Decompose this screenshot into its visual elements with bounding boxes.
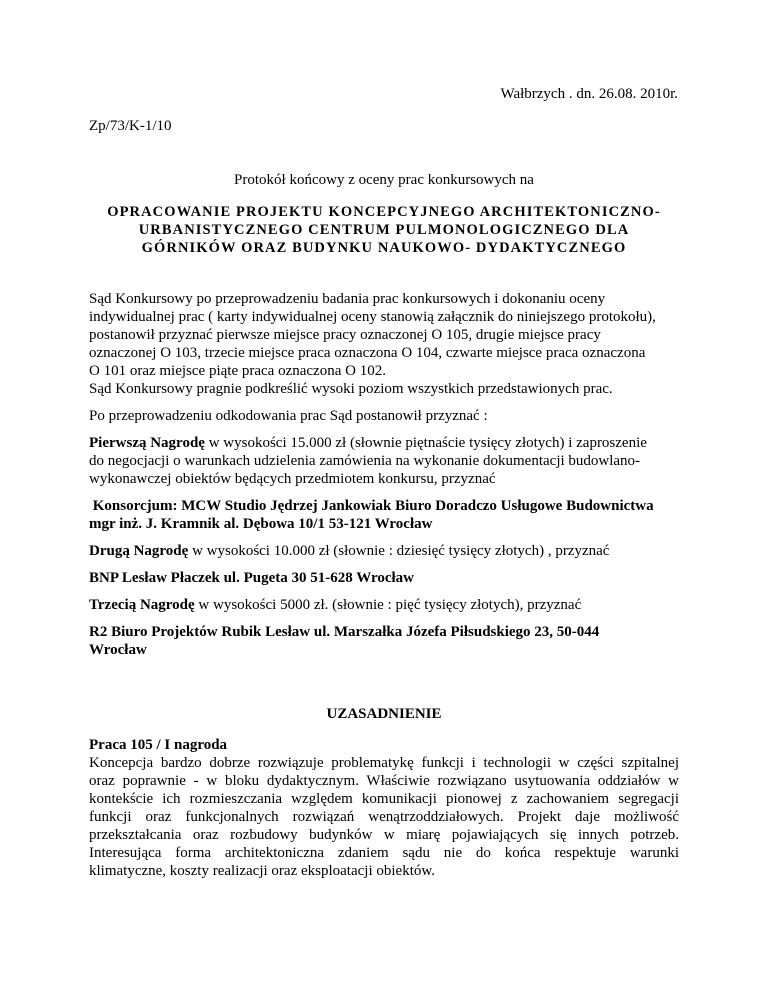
justification-text <box>89 754 679 880</box>
winner-line: R2 Biuro Projektów Rubik Lesław ul. Marszałka Józefa Piłsudskiego 23, 50-044 <box>89 624 600 640</box>
justification-line: funkcji oraz funkcjonalnych rozwiązań wenątrzoddziałowych. Projekt daje możliwość <box>89 809 679 825</box>
justification-line: oraz poprawnie - w bloku dydaktycznym. Właściwie rozwiązano usytuowania oddziałów w <box>89 773 679 789</box>
title-line: URBANISTYCZNEGO CENTRUM PULMONOLOGICZNEGO DLA <box>138 222 630 238</box>
justification-line: Koncepcja bardzo dobrze rozwiązuje problematykę funkcji i technologii w części szpitalnej <box>89 755 679 771</box>
justification-heading: UZASADNIENIE <box>326 706 442 722</box>
justification-work-label: Praca 105 / I nagroda <box>89 737 228 753</box>
second-prize-text: w wysokości 10.000 zł (słownie : dziesięć tysięcy złotych) , przyznać <box>188 543 610 559</box>
third-prize-paragraph <box>89 596 679 614</box>
first-prize-label: Pierwszą Nagrodę <box>89 435 205 451</box>
first-prize-text: w wysokości 15.000 zł (słownie piętnaście tysięcy złotych) i zaproszenie <box>204 435 647 451</box>
place-date: Wałbrzych . dn. 26.08. 2010r. <box>500 86 678 102</box>
reference-number: Zp/73/K-1/10 <box>89 118 172 134</box>
first-prize-winner <box>89 497 679 533</box>
winner-line: Wrocław <box>89 642 147 658</box>
paragraph-quality: Sąd Konkursowy pragnie podkreślić wysoki poziom wszystkich przedstawionych prac. <box>89 381 613 397</box>
paragraph-line: oznaczonej O 103, trzecie miejsce praca oznaczona O 104, czwarte miejsce praca oznaczona <box>89 345 646 361</box>
paragraph-decision <box>89 290 679 380</box>
second-prize-winner: BNP Lesław Płaczek ul. Pugeta 30 51-628 Wrocław <box>89 570 414 586</box>
paragraph-line: do negocjacji o warunkach udzielenia zamówienia na wykonanie dokumentacji budowlano- <box>89 453 641 469</box>
second-prize-label: Drugą Nagrodę <box>89 543 189 559</box>
third-prize-winner <box>89 623 679 659</box>
justification-line: klimatyczne, koszty realizacji oraz eksploatacji obiektów. <box>89 863 435 879</box>
first-prize-paragraph <box>89 434 679 488</box>
justification-line: kontekście ich rozmieszczania względem komunikacji pionowej z zachowaniem segregacji <box>89 791 679 807</box>
paragraph-line: O 101 oraz miejsce piąte praca oznaczona O 102. <box>89 363 386 379</box>
third-prize-label: Trzecią Nagrodę <box>89 597 195 613</box>
paragraph-line: wykonawczej obiektów będących przedmiotem konkursu, przyznać <box>89 471 496 487</box>
paragraph-line: Sąd Konkursowy po przeprowadzeniu badania prac konkursowych i dokonaniu oceny <box>89 291 606 307</box>
paragraph-line: indywidualnej prac ( karty indywidualnej oceny stanowią załącznik do niniejszego protokołu), <box>89 309 656 325</box>
paragraph-decoding: Po przeprowadzeniu odkodowania prac Sąd postanowił przyznać : <box>89 408 488 424</box>
second-prize-paragraph <box>89 542 679 560</box>
title-line: GÓRNIKÓW ORAZ BUDYNKU NAUKOWO- DYDAKTYCZNEGO <box>141 240 627 256</box>
document-title <box>89 203 679 257</box>
third-prize-text: w wysokości 5000 zł. (słownie : pięć tysięcy złotych), przyznać <box>194 597 582 613</box>
justification-line: przekształcania oraz rozbudowy budynków w miarę pojawiających się innych potrzeb. <box>89 827 679 843</box>
winner-line: mgr inż. J. Kramnik al. Dębowa 10/1 53-121 Wrocław <box>89 516 433 532</box>
title-line: OPRACOWANIE PROJEKTU KONCEPCYJNEGO ARCHITEKTONICZNO- <box>107 204 661 220</box>
winner-line: Konsorcjum: MCW Studio Jędrzej Jankowiak Biuro Doradczo Usługowe Budownictwa <box>89 498 654 514</box>
paragraph-line: postanowił przyznać pierwsze miejsce pracy oznaczonej O 105, drugie miejsce pracy <box>89 327 601 343</box>
justification-line: Interesująca forma architektoniczna zdaniem sądu nie do końca respektuje warunki <box>89 845 679 861</box>
paragraph-line <box>89 434 679 452</box>
protocol-subtitle: Protokół końcowy z oceny prac konkursowych na <box>234 172 534 188</box>
